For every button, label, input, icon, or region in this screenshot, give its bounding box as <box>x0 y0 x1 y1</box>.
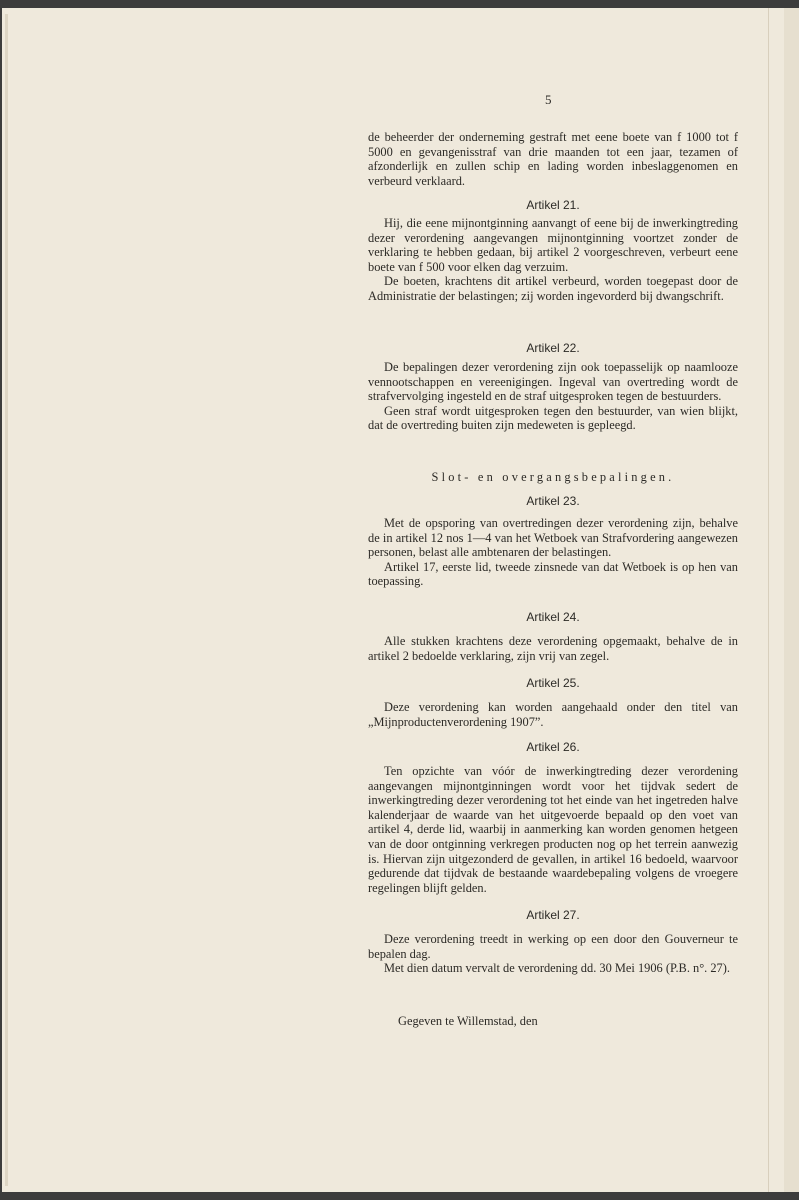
article-25-heading: Artikel 25. <box>526 676 580 690</box>
paragraph: Geen straf wordt uitgesproken tegen den bestuurder, van wien blijkt, dat de overtreding buiten zijn medeweten is gepleegd. <box>368 403 738 433</box>
article-21-heading: Artikel 21. <box>526 198 580 212</box>
paragraph: Deze verordening treedt in werking op een door den Gouverneur te bepalen dag. <box>368 932 738 961</box>
article-24-body <box>368 634 738 663</box>
paragraph: Met de opsporing van overtredingen dezer verordening zijn, behalve de in artikel 12 nos 1—4 van het Wetboek van Strafvordering aangewezen personen, belast alle ambtenaren der belastingen. <box>368 516 738 560</box>
paragraph: de beheerder der onderneming gestraft met eene boete van f 1000 tot f 5000 en gevangenisstraf van drie maanden tot een jaar, tezamen of afzonderlijk en zullen schip en lading worden inbeslaggenomen en verbeurd verklaard. <box>368 130 738 188</box>
article-26-heading: Artikel 26. <box>526 740 580 754</box>
page-number: 5 <box>545 92 552 107</box>
article-22-body <box>368 360 738 433</box>
article-22-heading: Artikel 22. <box>526 341 580 355</box>
section-heading: Slot- en overgangsbepalingen. <box>431 470 675 484</box>
paragraph: De bepalingen dezer verordening zijn ook toepasselijk op naamlooze vennootschappen en vereenigingen. Ingeval van overtreding wordt de strafvervolging ingesteld en de straf uitgesproken tegen de bestuurders. <box>368 360 738 404</box>
paragraph: Met dien datum vervalt de verordening dd. 30 Mei 1906 (P.B. n°. 27). <box>384 961 730 976</box>
paragraph: Hij, die eene mijnontginning aanvangt of eene bij de inwerkingtreding dezer verordening aangevangen mijnontginning voortzet zonder de verklaring te hebben gedaan, bij artikel 2 voorgeschreven, verbeurt eene boete van f 500 voor elken dag verzuim. <box>368 216 738 274</box>
paragraph: Deze verordening kan worden aangehaald onder den titel van „Mijnproductenverordening 1907”. <box>368 700 738 729</box>
article-21-body <box>368 216 738 304</box>
page-edge-line <box>768 8 769 1192</box>
article-27-body <box>368 932 738 976</box>
article-23-heading: Artikel 23. <box>526 494 580 508</box>
article-25-body <box>368 700 738 729</box>
binding-edge <box>5 14 8 1186</box>
closing-line: Gegeven te Willemstad, den <box>398 1014 538 1028</box>
article-24-heading: Artikel 24. <box>526 610 580 624</box>
paragraph: Artikel 17, eerste lid, tweede zinsnede van dat Wetboek is op hen van toepassing. <box>368 559 738 589</box>
article-23-body <box>368 516 738 589</box>
paragraph: De boeten, krachtens dit artikel verbeurd, worden toegepast door de Administratie der belastingen; zij worden ingevorderd bij dwangschrift. <box>368 274 738 303</box>
paragraph-continued <box>368 130 738 188</box>
next-page-edge <box>784 8 799 1192</box>
article-26-body <box>368 764 738 895</box>
paragraph: Alle stukken krachtens deze verordening opgemaakt, behalve de in artikel 2 bedoelde verklaring, zijn vrij van zegel. <box>368 634 738 663</box>
paragraph: Ten opzichte van vóór de inwerkingtreding dezer verordening aangevangen mijnontginningen wordt voor het tijdvak sedert de inwerkingtreding dezer verordening tot het einde van het ingetreden halve kalenderjaar de waarde van het uitgevoerde bepaald op den voet van artikel 4, derde lid, waarbij in aanmerking kan worden genomen hetgeen van de door ontginning verkregen producten nog op het terrein aanwezig is. Hiervan zijn uitgezonderd de gevallen, in artikel 16 bedoeld, waarvoor gedurende dat tijdvak de bestaande waardebepaling volgens de vroegere regelingen blijft gelden. <box>368 764 738 895</box>
article-27-heading: Artikel 27. <box>526 908 580 922</box>
